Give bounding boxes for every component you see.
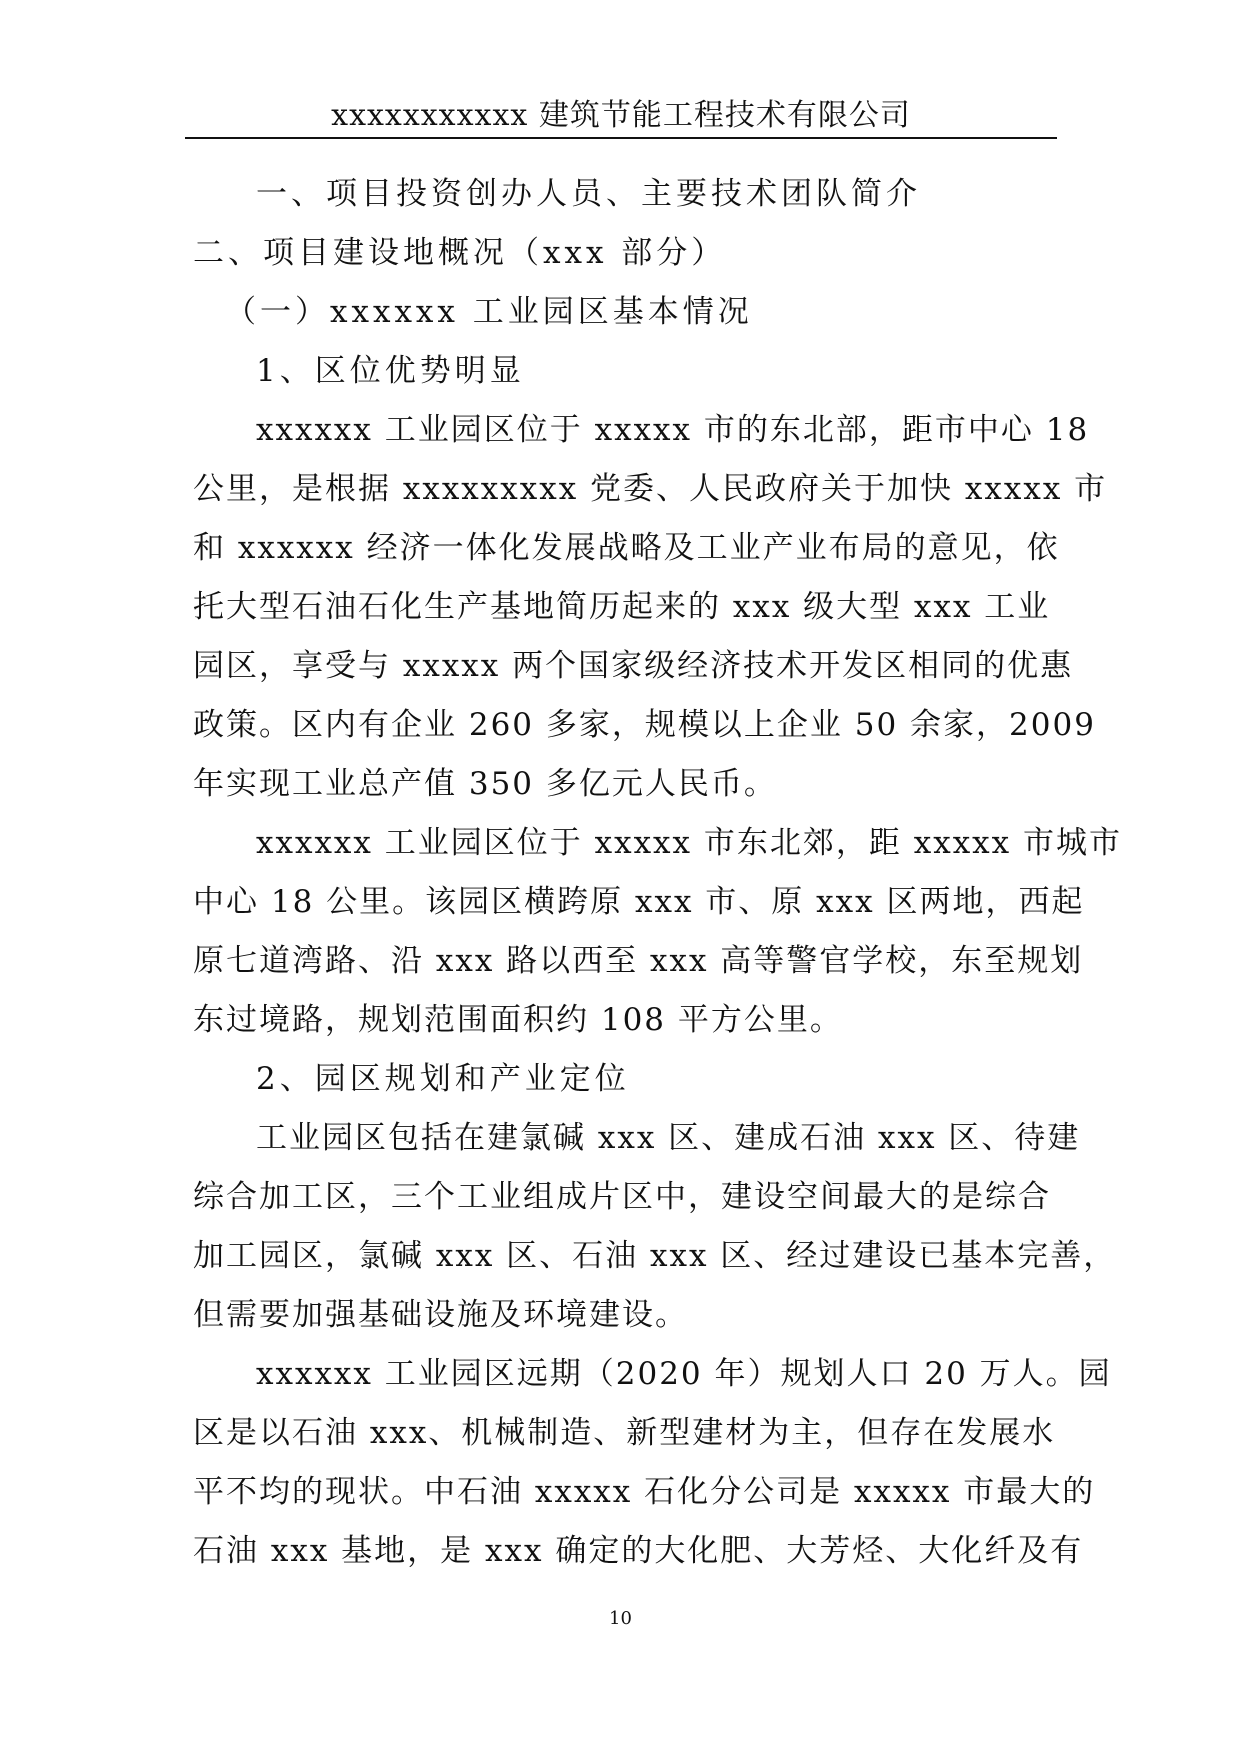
document-header: xxxxxxxxxxx 建筑节能工程技术有限公司 xyxy=(331,98,911,133)
paragraph-line: xxxxxx 工业园区位于 xxxxx 市的东北部，距市中心 18 xyxy=(256,412,1090,448)
header-rule xyxy=(185,137,1057,139)
paragraph-line: 和 xxxxxx 经济一体化发展战略及工业产业布局的意见，依 xyxy=(193,530,1060,566)
paragraph-line: 但需要加强基础设施及环境建设。 xyxy=(193,1297,688,1333)
section-heading-2: 二、项目建设地概况（xxx 部分） xyxy=(193,235,727,271)
paragraph-line: 石油 xxx 基地，是 xxx 确定的大化肥、大芳烃、大化纤及有 xyxy=(193,1533,1084,1569)
paragraph-line: xxxxxx 工业园区位于 xxxxx 市东北郊，距 xxxxx 市城市 xyxy=(256,825,1122,861)
paragraph-line: 年实现工业总产值 350 多亿元人民币。 xyxy=(193,766,777,802)
paragraph-line: 东过境路，规划范围面积约 108 平方公里。 xyxy=(193,1002,843,1038)
paragraph-line: 园区，享受与 xxxxx 两个国家级经济技术开发区相同的优惠 xyxy=(193,648,1074,684)
paragraph-line: 政策。区内有企业 260 多家，规模以上企业 50 余家，2009 xyxy=(193,707,1096,743)
paragraph-line: 工业园区包括在建氯碱 xxx 区、建成石油 xxx 区、待建 xyxy=(256,1120,1081,1156)
page-number: 10 xyxy=(609,1608,632,1629)
paragraph-line: 区是以石油 xxx、机械制造、新型建材为主，但存在发展水 xyxy=(193,1415,1056,1451)
paragraph-line: 平不均的现状。中石油 xxxxx 石化分公司是 xxxxx 市最大的 xyxy=(193,1474,1096,1510)
paragraph-line: 原七道湾路、沿 xxx 路以西至 xxx 高等警官学校，东至规划 xyxy=(193,943,1084,979)
paragraph-line: 公里，是根据 xxxxxxxxx 党委、人民政府关于加快 xxxxx 市 xyxy=(193,471,1108,507)
paragraph-line: 综合加工区，三个工业组成片区中，建设空间最大的是综合 xyxy=(193,1179,1051,1215)
paragraph-line: 中心 18 公里。该园区横跨原 xxx 市、原 xxx 区两地，西起 xyxy=(193,884,1085,920)
paragraph-line: 托大型石油石化生产基地简历起来的 xxx 级大型 xxx 工业 xyxy=(193,589,1051,625)
document-body xyxy=(193,165,1122,1581)
item-heading-2: 2、园区规划和产业定位 xyxy=(256,1061,630,1097)
section-heading-1: 一、项目投资创办人员、主要技术团队简介 xyxy=(256,176,921,212)
item-heading-1: 1、区位优势明显 xyxy=(256,353,525,389)
paragraph-line: 加工园区，氯碱 xxx 区、石油 xxx 区、经过建设已基本完善， xyxy=(193,1238,1117,1274)
paragraph-line: xxxxxx 工业园区远期（2020 年）规划人口 20 万人。园 xyxy=(256,1356,1112,1392)
subsection-heading-1: （一）xxxxxx 工业园区基本情况 xyxy=(225,294,753,330)
